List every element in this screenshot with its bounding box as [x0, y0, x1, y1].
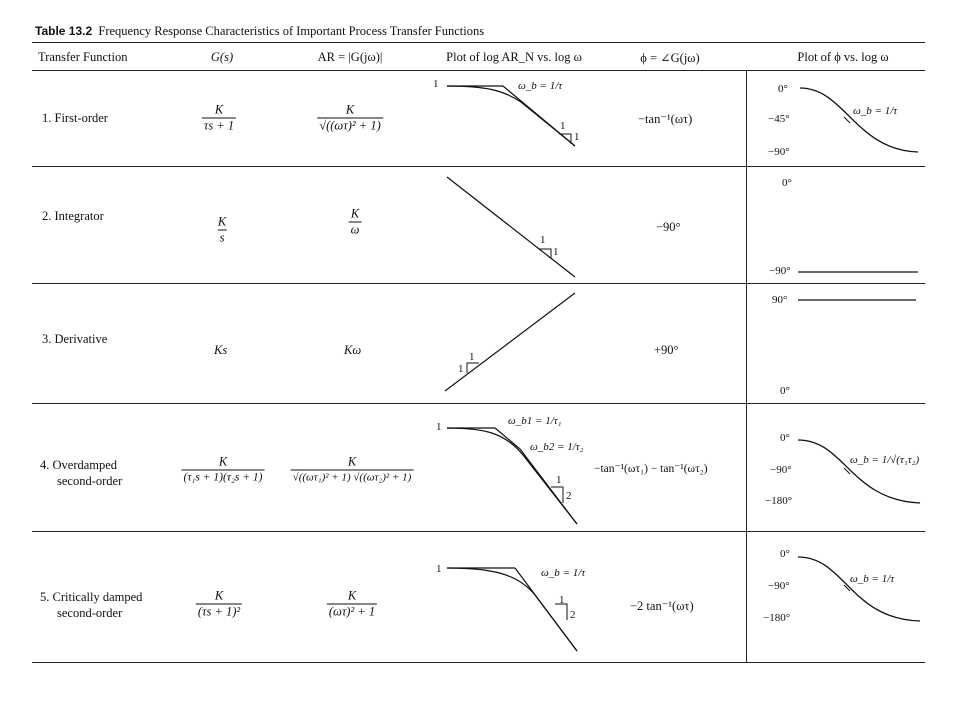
phase-bottom-label: −90° [768, 146, 790, 158]
phase-top-label: 0° [780, 432, 790, 444]
gs-numerator: K [217, 214, 227, 229]
ar-expression: Kω [344, 343, 362, 357]
gs-numerator: K [214, 102, 224, 117]
phase-expression: −2 tan⁻¹(ωτ) [630, 599, 694, 613]
row-name: 3. Derivative [42, 332, 108, 346]
row-name: 5. Critically damped [40, 590, 143, 604]
phase-expression: −90° [656, 220, 681, 234]
row-name-continued: second-order [57, 474, 123, 488]
phase-expression: −tan⁻¹(ωτ) [638, 112, 693, 126]
ar-fraction [291, 455, 414, 486]
ar-plot-one-label: 1 [436, 563, 442, 575]
header-ar: AR = |G(jω)| [317, 50, 383, 64]
header-ar-plot: Plot of log AR_N vs. log ω [446, 50, 582, 64]
gs-numerator: K [214, 588, 224, 603]
break-frequency-2-label: ω_b2 = 1/τ₂ [530, 441, 584, 453]
break-frequency-1-label: ω_b1 = 1/τ₁ [508, 415, 562, 427]
slope-run-label: 1 [469, 351, 475, 363]
gs-fraction [202, 103, 236, 134]
phase-bottom-label: −180° [763, 612, 791, 624]
ar-denominator: ω [350, 222, 360, 237]
row-name: 4. Overdamped [40, 458, 118, 472]
header-phase: ϕ = ∠G(jω) [640, 51, 700, 65]
ar-plot-integrator [425, 170, 600, 282]
gs-denominator: (τ₁s + 1)(τ₂s + 1) [183, 471, 263, 484]
header-bottom-rule [32, 70, 925, 71]
row-name: 2. Integrator [42, 209, 104, 223]
phase-top-label: 0° [782, 177, 792, 189]
phase-top-label: 90° [772, 294, 788, 306]
ar-plot-one-label: 1 [436, 421, 442, 433]
gs-fraction [216, 215, 228, 246]
table-bottom-rule [32, 662, 925, 663]
slope-rise-label: 1 [574, 131, 580, 143]
gs-denominator: (τs + 1)² [197, 604, 241, 619]
gs-numerator: K [218, 454, 228, 469]
phase-expression: −tan⁻¹(ωτ₁) − tan⁻¹(ωτ₂) [594, 463, 708, 475]
slope-rise-label: 1 [553, 246, 559, 258]
gs-denominator: τs + 1 [203, 118, 235, 133]
table-caption [35, 24, 484, 39]
slope-rise-label: 1 [458, 363, 464, 375]
ar-denominator: (ωτ)² + 1 [328, 604, 376, 619]
slope-run-label: 1 [560, 120, 566, 132]
ar-plot-first-order [425, 74, 600, 164]
ar-fraction [349, 207, 362, 238]
header-top-rule [32, 42, 925, 43]
phase-mid-label: −45° [768, 113, 790, 125]
phase-bottom-label: −90° [769, 265, 791, 277]
column-divider [746, 70, 747, 662]
phase-break-label: ω_b = 1/√(τ₁τ₂) [850, 454, 920, 466]
header-transfer-function: Transfer Function [38, 50, 128, 64]
table-title: Frequency Response Characteristics of Important Process Transfer Functions [98, 24, 485, 38]
row-name-continued: second-order [57, 606, 123, 620]
slope-rise-label: 2 [570, 609, 576, 621]
phase-bottom-label: −180° [765, 495, 793, 507]
slope-run-label: 1 [559, 594, 565, 606]
gs-denominator: s [219, 230, 225, 245]
table-number: Table 13.2 [35, 24, 93, 38]
ar-numerator: K [350, 206, 360, 221]
phase-mid-label: −90° [770, 464, 792, 476]
ar-numerator: K [347, 588, 357, 603]
phase-break-label: ω_b = 1/τ [850, 573, 895, 585]
ar-plot-derivative [425, 287, 600, 401]
row-name: 1. First-order [42, 111, 108, 125]
phase-plot-critically-damped [750, 535, 925, 659]
ar-plot-one-label: 1 [433, 78, 439, 90]
gs-fraction [181, 455, 264, 486]
phase-expression: +90° [654, 343, 679, 357]
row-divider [32, 166, 925, 167]
gs-expression: Ks [214, 343, 228, 357]
phase-bottom-label: 0° [780, 385, 790, 397]
ar-fraction [317, 103, 383, 134]
ar-numerator: K [345, 102, 355, 117]
ar-denominator: √((ωτ₁)² + 1) √((ωτ₂)² + 1) [292, 471, 412, 484]
row-divider [32, 283, 925, 284]
break-frequency-label: ω_b = 1/τ [518, 80, 563, 92]
row-divider [32, 403, 925, 404]
slope-run-label: 1 [540, 234, 546, 246]
ar-denominator: √((ωτ)² + 1) [319, 118, 381, 133]
header-phase-plot: Plot of ϕ vs. log ω [797, 50, 889, 64]
header-gs: G(s) [210, 50, 234, 64]
row-divider [32, 531, 925, 532]
phase-break-label: ω_b = 1/τ [853, 105, 898, 117]
ar-fraction [327, 589, 377, 620]
slope-run-label: 1 [556, 474, 562, 486]
gs-fraction [196, 589, 242, 620]
phase-top-label: 0° [778, 83, 788, 95]
phase-top-label: 0° [780, 548, 790, 560]
ar-numerator: K [347, 454, 357, 469]
break-frequency-label: ω_b = 1/τ [541, 567, 586, 579]
slope-rise-label: 2 [566, 490, 572, 502]
ar-plot-critically-damped [425, 535, 600, 659]
phase-mid-label: −90° [768, 580, 790, 592]
